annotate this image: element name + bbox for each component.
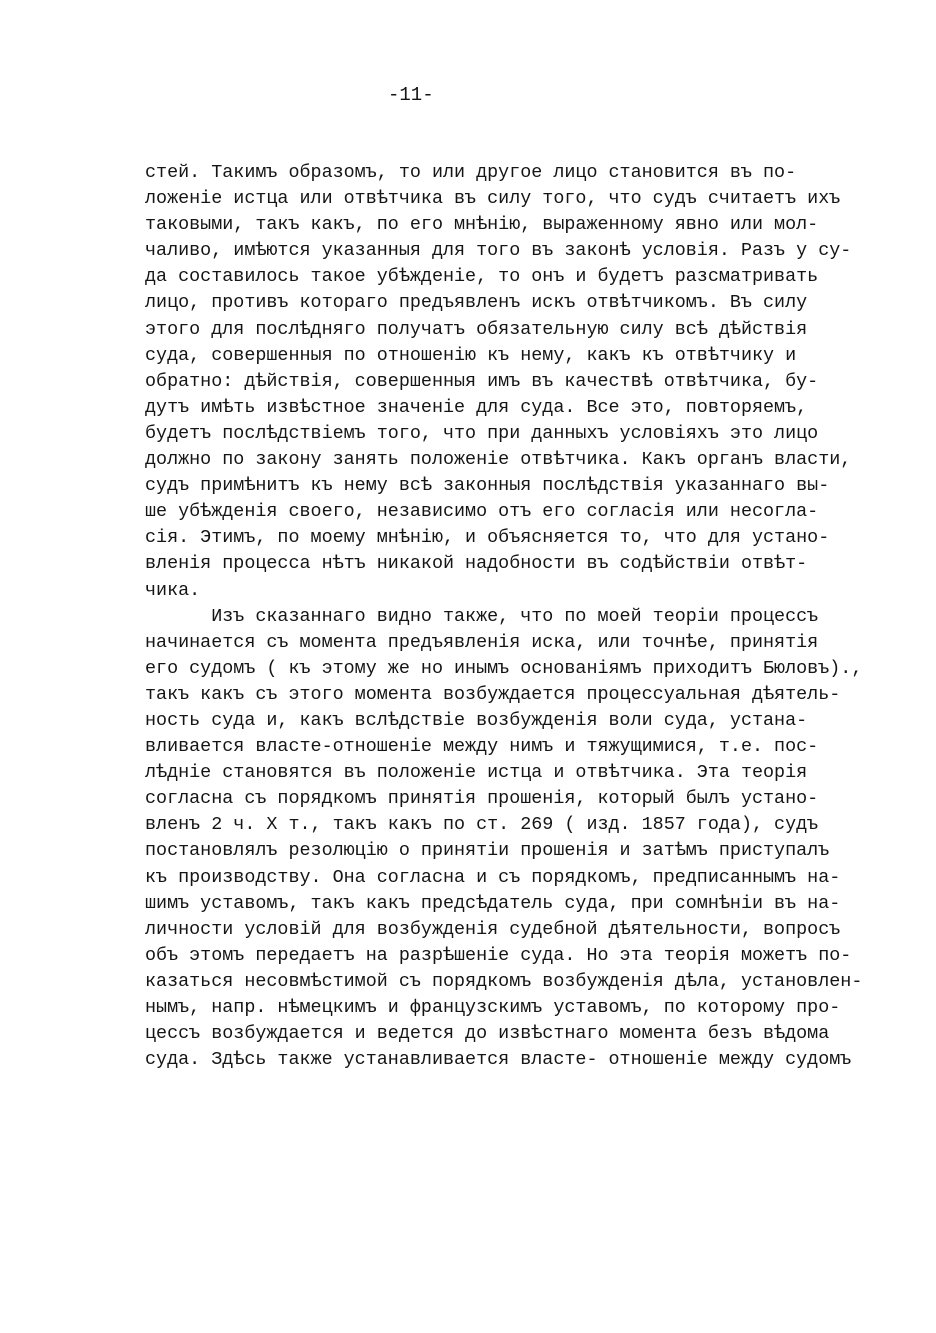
text-line: нымъ, напр. нѣмецкимъ и французскимъ уставомъ, по которому про- [145,997,841,1018]
text-line: должно по закону занять положеніе отвѣтчика. Какъ органъ власти, [145,449,852,471]
text-line: ше убѣжденія своего, независимо отъ его согласія или несогла- [145,501,819,523]
text-line: постановлялъ резолюцію о принятіи прошенія и затѣмъ приступалъ [145,840,830,862]
text-line: вливается власте-отношеніе между нимъ и тяжущимися, т.е. пос- [145,736,819,758]
text-line: ность суда и, какъ вслѣдствіе возбужденія воли суда, устана- [145,709,808,731]
page-number: -11- [388,84,434,106]
text-line: вленія процесса нѣтъ никакой надобности въ содѣйствіи отвѣт- [145,553,808,575]
text-line: его судомъ ( къ этому же но инымъ основаніямъ приходитъ Бюловъ)., [145,657,863,679]
text-line: судъ примѣнитъ къ нему всѣ законныя послѣдствія указаннаго вы- [145,475,830,497]
text-line: такъ какъ съ этого момента возбуждается процессуальная дѣятель- [145,683,841,705]
text-line: да составилось такое убѣжденіе, то онъ и будетъ разсматривать [145,266,819,288]
text-line: суда. Здѣсь также устанавливается власте- отношеніе между судомъ [145,1049,852,1071]
text-line: будетъ послѣдствіемъ того, что при данныхъ условіяхъ это лицо [145,422,819,444]
text-line: объ этомъ передаетъ на разрѣшеніе суда. Но эта теорія можетъ по- [145,944,852,966]
body-text [145,160,863,1073]
text-line: цессъ возбуждается и ведется до извѣстнаго момента безъ вѣдома [145,1023,830,1045]
text-line: таковыми, такъ какъ, по его мнѣнію, выраженному явно или мол- [145,214,819,236]
text-line: личности условій для возбужденія судебной дѣятельности, вопросъ [145,918,841,940]
text-line: стей. Такимъ образомъ, то или другое лицо становится въ по- [145,162,797,183]
text-line: ложеніе истца или отвѣтчика въ силу того, что судъ считаетъ ихъ [145,188,841,210]
text-line: шимъ уставомъ, такъ какъ предсѣдатель суда, при сомнѣніи въ на- [145,892,841,914]
text-line: казаться несовмѣстимой съ порядкомъ возбужденія дѣла, установлен- [145,970,863,992]
text-line: дутъ имѣть извѣстное значеніе для суда. Все это, повторяемъ, [145,396,808,418]
text-line: чаливо, имѣются указанныя для того въ законѣ условія. Разъ у су- [145,240,852,262]
text-line: этого для послѣдняго получатъ обязательную силу всѣ дѣйствія [145,318,808,340]
text-line: чика. [145,579,201,601]
text-line: обратно: дѣйствія, совершенныя имъ въ качествѣ отвѣтчика, бу- [145,370,819,392]
text-line: лѣдніе становятся въ положеніе истца и отвѣтчика. Эта теорія [145,762,808,784]
text-line: согласна съ порядкомъ принятія прошенія, который былъ устано- [145,788,819,810]
text-line: вленъ 2 ч. X т., такъ какъ по ст. 269 ( изд. 1857 года), судъ [145,814,819,836]
text-line: суда, совершенныя по отношенію къ нему, какъ къ отвѣтчику и [145,344,797,366]
text-line: Изъ сказаннаго видно также, что по моей теоріи процессъ [145,605,819,627]
text-line: начинается съ момента предъявленія иска, или точнѣе, принятія [145,631,819,653]
text-line: къ производству. Она согласна и съ порядкомъ, предписаннымъ на- [145,866,841,888]
text-line: сія. Этимъ, по моему мнѣнію, и объясняется то, что для устано- [145,527,830,549]
text-line: лицо, противъ котораго предъявленъ искъ отвѣтчикомъ. Въ силу [145,292,808,314]
